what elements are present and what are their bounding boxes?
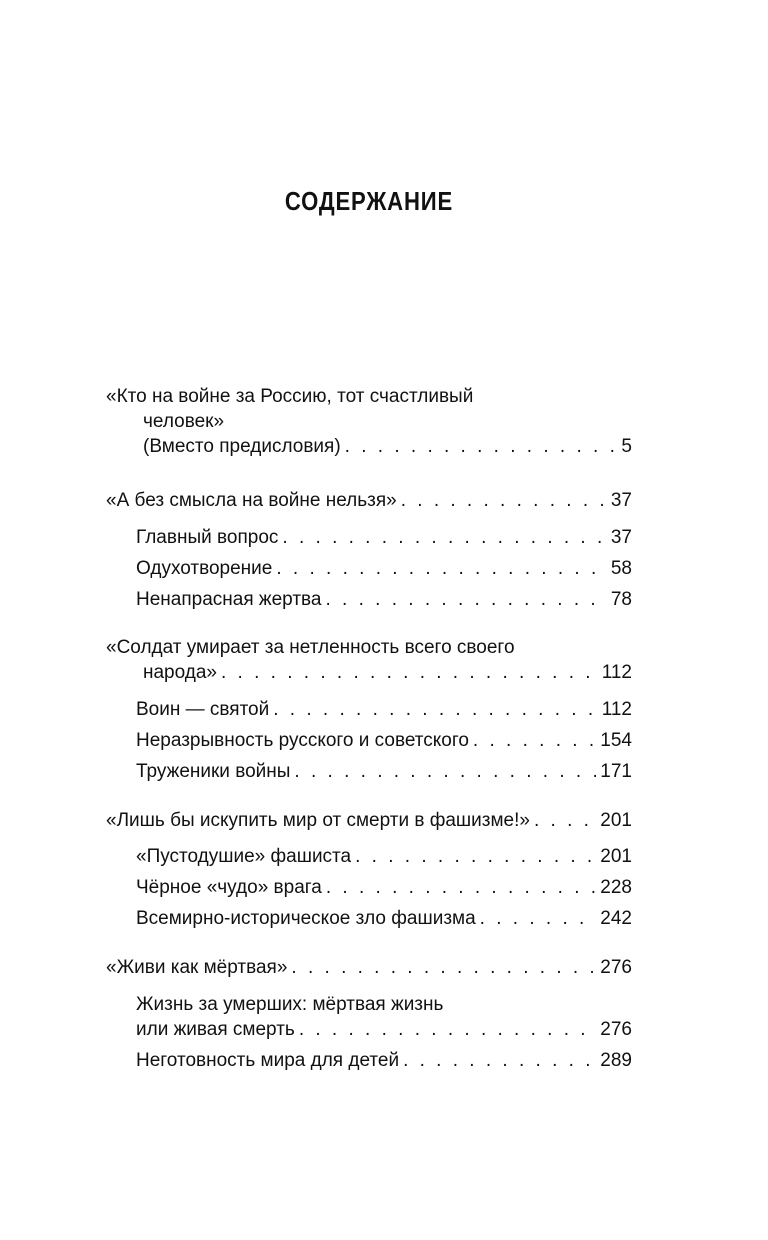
dot-leader <box>480 908 597 930</box>
page-number: 37 <box>610 527 632 548</box>
page-number: 112 <box>601 662 632 683</box>
toc-subentry <box>136 1019 632 1041</box>
toc-entry-title: Одухотворение <box>136 558 273 579</box>
toc-entry-title: Неготовность мира для детей <box>136 1050 400 1071</box>
dot-leader <box>473 730 596 752</box>
page-number: 112 <box>601 699 632 720</box>
toc-subentry <box>136 527 632 549</box>
toc-entry-title: Главный вопрос <box>136 527 279 548</box>
toc-subentry <box>136 761 632 783</box>
toc-chapter-2-line1: «Солдат умирает за нетленность всего своего <box>106 637 515 658</box>
page-number: 228 <box>600 877 632 898</box>
page-number: 171 <box>600 761 632 782</box>
toc-entry-title: или живая смерть <box>136 1019 295 1040</box>
toc-subentry <box>136 1050 632 1072</box>
toc-subentry-line1: Жизнь за умерших: мёртвая жизнь <box>136 994 444 1015</box>
toc-subentry <box>136 699 632 721</box>
dot-leader <box>276 558 607 580</box>
page-number: 289 <box>600 1050 632 1071</box>
toc-chapter-4 <box>106 957 632 979</box>
toc-entry-title: «Пустодушие» фашиста <box>136 846 352 867</box>
toc-entry-title: (Вместо предисловия) <box>143 436 341 457</box>
page-number: 276 <box>600 1019 632 1040</box>
dot-leader <box>401 490 607 512</box>
toc-entry-preface-line1: «Кто на войне за Россию, тот счастливый <box>106 386 474 407</box>
dot-leader <box>534 810 596 832</box>
toc-subentry <box>136 589 632 611</box>
toc-subentry <box>136 558 632 580</box>
dot-leader <box>325 589 606 611</box>
toc-entry-title: Неразрывность русского и советского <box>136 730 469 751</box>
toc-entry-title: «Лишь бы искупить мир от смерти в фашизме!» <box>106 810 530 831</box>
toc-entry-title: «А без смысла на войне нельзя» <box>106 490 397 511</box>
toc-chapter-3 <box>106 810 632 832</box>
page-number: 242 <box>600 908 632 929</box>
toc-subentry <box>136 877 632 899</box>
toc-entry-title: народа» <box>143 662 217 683</box>
page-number: 201 <box>600 846 632 867</box>
page-number: 78 <box>610 589 632 610</box>
toc-entry-title: Всемирно-историческое зло фашизма <box>136 908 476 929</box>
page-number: 58 <box>610 558 632 579</box>
dot-leader <box>299 1019 596 1041</box>
dot-leader <box>355 846 596 868</box>
dot-leader <box>282 527 606 549</box>
page-number: 276 <box>600 957 632 978</box>
toc-entry-title: Ненапрасная жертва <box>136 589 322 610</box>
page-number: 201 <box>600 810 632 831</box>
toc-entry-title: Труженики войны <box>136 761 291 782</box>
dot-leader <box>403 1050 596 1072</box>
toc-entry-preface-line2: человек» <box>143 411 225 432</box>
toc-subentry <box>136 846 632 868</box>
page-number: 154 <box>600 730 632 751</box>
dot-leader <box>345 436 618 458</box>
toc-entry-title: Чёрное «чудо» врага <box>136 877 322 898</box>
dot-leader <box>291 957 596 979</box>
dot-leader <box>221 662 598 684</box>
toc-entry-preface <box>143 436 632 458</box>
page-number: 5 <box>621 436 632 457</box>
toc-subentry <box>136 730 632 752</box>
toc-subentry <box>136 908 632 930</box>
dot-leader <box>294 761 596 783</box>
toc-entry-title: Воин — святой <box>136 699 270 720</box>
toc-entry-title: «Живи как мёртвая» <box>106 957 288 978</box>
dot-leader <box>273 699 597 721</box>
dot-leader <box>326 877 596 899</box>
toc-chapter-1 <box>106 490 632 512</box>
page-title: СОДЕРЖАНИЕ <box>284 186 454 216</box>
toc-chapter-2 <box>143 662 632 684</box>
page-number: 37 <box>610 490 632 511</box>
